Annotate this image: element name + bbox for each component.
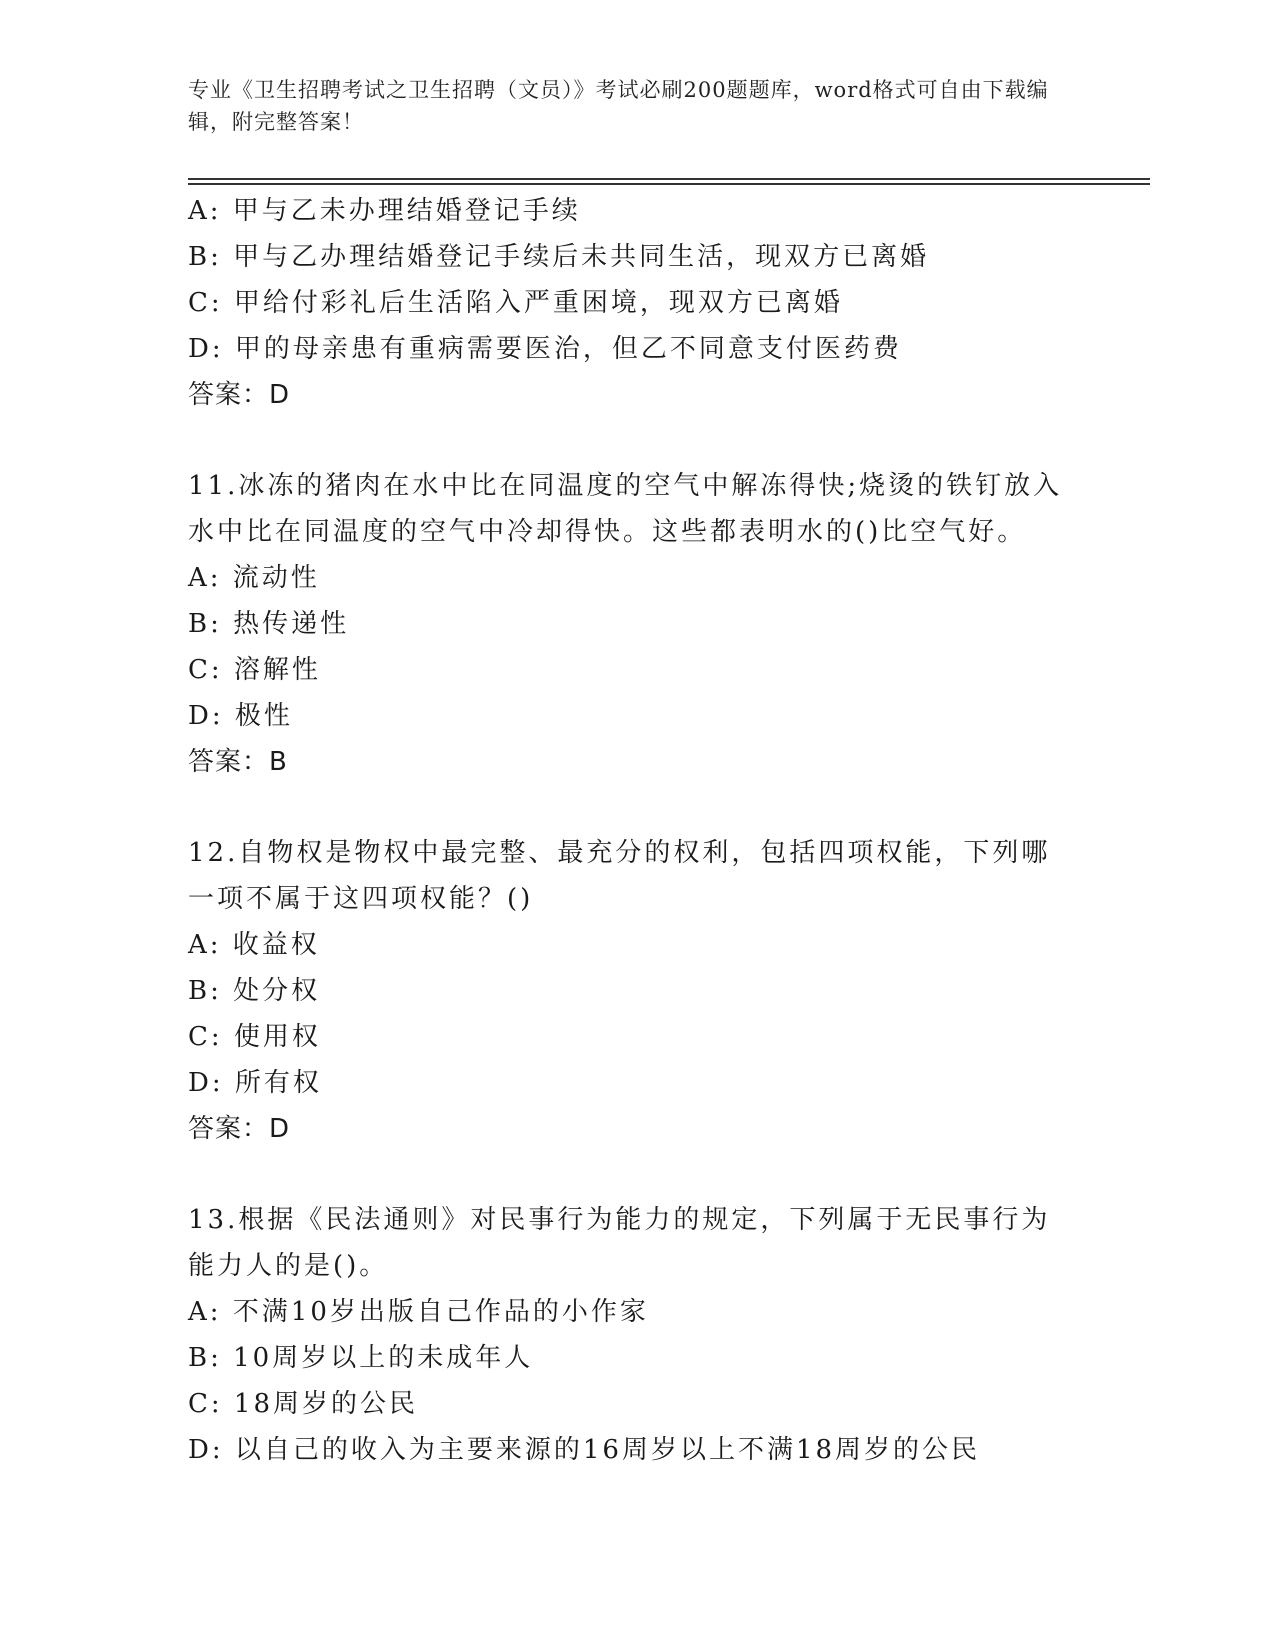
document-body: [188, 188, 1088, 1473]
option-b: B: 热传递性: [188, 609, 350, 639]
answer-line: 答案：D: [188, 380, 291, 410]
answer-line: 答案：D: [188, 1114, 291, 1144]
option-c: C: 18周岁的公民: [188, 1389, 419, 1419]
option-c: C: 甲给付彩礼后生活陷入严重困境，现双方已离婚: [188, 288, 843, 318]
option-b: B: 处分权: [188, 976, 321, 1006]
option-d: D: 极性: [188, 701, 293, 731]
option-c: C: 使用权: [188, 1022, 321, 1052]
option-d: D: 甲的母亲患有重病需要医治，但乙不同意支付医药费: [188, 334, 902, 364]
option-a: A: 收益权: [188, 930, 320, 960]
question-text: 11.冰冻的猪肉在水中比在同温度的空气中解冻得快;烧烫的铁钉放入水中比在同温度的空气中冷却得快。这些都表明水的()比空气好。: [188, 471, 1063, 547]
question-partial: [188, 188, 1088, 418]
question-text: 13.根据《民法通则》对民事行为能力的规定，下列属于无民事行为能力人的是()。: [188, 1205, 1051, 1281]
page-header: 专业《卫生招聘考试之卫生招聘（文员）》考试必刷200题题库，word格式可自由下载编辑，附完整答案！: [188, 78, 1049, 134]
option-c: C: 溶解性: [188, 655, 321, 685]
option-a: A: 不满10岁出版自己作品的小作家: [188, 1297, 649, 1327]
question-11: [188, 463, 1088, 785]
header-divider-top: [188, 178, 1150, 180]
option-a: A: 甲与乙未办理结婚登记手续: [188, 196, 581, 226]
question-13: [188, 1197, 1088, 1473]
option-b: B: 甲与乙办理结婚登记手续后未共同生活，现双方已离婚: [188, 242, 930, 272]
question-text: 12.自物权是物权中最完整、最充分的权利，包括四项权能，下列哪一项不属于这四项权能？(): [188, 838, 1051, 914]
header-divider-bottom: [188, 183, 1150, 185]
option-a: A: 流动性: [188, 563, 320, 593]
answer-line: 答案：B: [188, 747, 288, 777]
question-12: [188, 830, 1088, 1152]
option-d: D: 以自己的收入为主要来源的16周岁以上不满18周岁的公民: [188, 1435, 981, 1465]
option-d: D: 所有权: [188, 1068, 322, 1098]
option-b: B: 10周岁以上的未成年人: [188, 1343, 534, 1373]
